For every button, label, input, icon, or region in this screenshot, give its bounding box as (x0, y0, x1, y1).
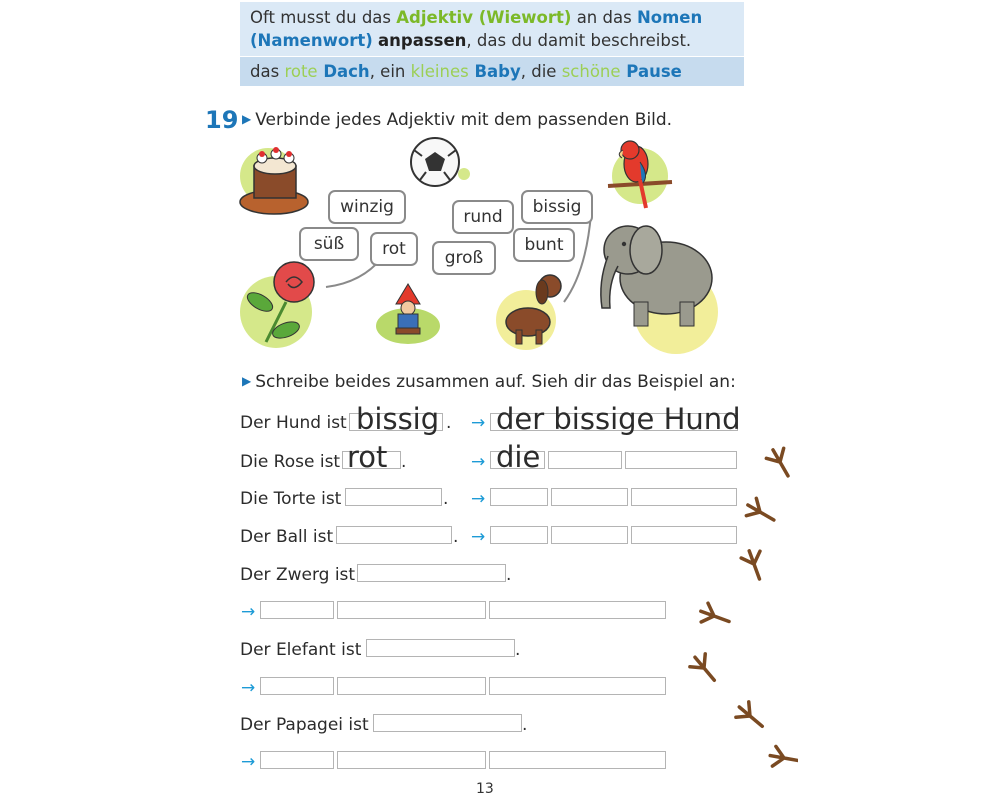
info-example-line (250, 62, 682, 81)
word-tag-rot[interactable]: rot (370, 232, 418, 266)
article-box-elefant[interactable] (260, 677, 334, 695)
answer-box-papagei[interactable] (373, 714, 522, 732)
bird-footprint-icon (768, 746, 798, 771)
period: . (443, 489, 449, 509)
word-tag-winzig[interactable]: winzig (328, 190, 406, 224)
period: . (453, 527, 459, 547)
triangle-bullet-icon: ▶ (242, 374, 252, 388)
row-label-elefant: Der Elefant ist (240, 640, 362, 660)
bird-footprint-icon (687, 651, 722, 687)
handwritten-phrase-hund: der bissige Hund (496, 402, 741, 436)
period: . (522, 715, 528, 735)
info-line-2 (250, 31, 691, 50)
adjective-box-elefant[interactable] (337, 677, 486, 695)
article-box-papagei[interactable] (260, 751, 334, 769)
handwritten-answer-rose: rot (347, 440, 388, 474)
info-line-1 (250, 8, 702, 27)
info-text: , die (520, 62, 562, 81)
noun-box-papagei[interactable] (489, 751, 666, 769)
task-number: 19 (205, 106, 239, 134)
info-text: an das (571, 8, 637, 27)
dog-icon (496, 275, 561, 350)
noun-box-elefant[interactable] (489, 677, 666, 695)
info-text: , das du damit beschreibst. (466, 31, 692, 50)
parrot-icon (608, 141, 672, 208)
adjective-box-papagei[interactable] (337, 751, 486, 769)
triangle-bullet-icon: ▶ (242, 112, 252, 126)
info-term-adjektiv: Adjektiv (Wiewort) (396, 8, 572, 27)
row-label-hund: Der Hund ist (240, 413, 347, 433)
info-text: , ein (369, 62, 411, 81)
bird-footprint-icon (764, 445, 796, 481)
answer-box-zwerg[interactable] (357, 564, 506, 582)
answer-box-elefant[interactable] (366, 639, 515, 657)
task-instruction-2 (242, 372, 736, 392)
info-term-anpassen: anpassen (378, 31, 467, 50)
article-box-zwerg[interactable] (260, 601, 334, 619)
dwarf-icon (376, 284, 440, 344)
period: . (401, 452, 407, 472)
bird-footprint-icon (697, 602, 732, 631)
row-label-ball: Der Ball ist (240, 527, 334, 547)
word-tag-gross[interactable]: groß (432, 241, 496, 275)
handwritten-answer-hund: bissig (356, 402, 440, 436)
article-box-ball[interactable] (490, 526, 548, 544)
elephant-icon (601, 226, 718, 354)
instruction-text: Verbinde jedes Adjektiv mit dem passenden Bild. (255, 110, 673, 130)
adjective-box-rose[interactable] (548, 451, 622, 469)
page-number: 13 (476, 781, 494, 797)
bird-footprint-icon (743, 496, 779, 528)
task-instruction-1 (242, 110, 672, 130)
bird-footprint-icon (740, 547, 769, 582)
answer-box-torte[interactable] (345, 488, 442, 506)
adjective-box-ball[interactable] (551, 526, 628, 544)
noun-box-zwerg[interactable] (489, 601, 666, 619)
word-tag-bunt[interactable]: bunt (513, 228, 575, 262)
example-noun: Pause (620, 62, 682, 81)
bird-footprints (680, 440, 798, 780)
example-adjective: rote (284, 62, 318, 81)
info-text: das (250, 62, 285, 81)
example-noun: Dach (317, 62, 370, 81)
word-tag-bissig[interactable]: bissig (521, 190, 593, 224)
arrow-icon: → (471, 413, 486, 433)
arrow-icon: → (471, 489, 486, 509)
info-term-nomen: Nomen (636, 8, 703, 27)
period: . (515, 640, 521, 660)
arrow-icon: → (471, 527, 486, 547)
info-box (240, 2, 744, 84)
info-text: Oft musst du das (250, 8, 397, 27)
word-tag-suess[interactable]: süß (299, 227, 359, 261)
arrow-icon: → (471, 452, 486, 472)
ball-icon (411, 138, 470, 186)
arrow-icon: → (241, 602, 256, 622)
adjective-box-torte[interactable] (551, 488, 628, 506)
period: . (446, 413, 452, 433)
example-adjective: kleines (410, 62, 469, 81)
adjective-box-zwerg[interactable] (337, 601, 486, 619)
row-label-rose: Die Rose ist (240, 452, 341, 472)
period: . (506, 565, 512, 585)
answer-box-ball[interactable] (336, 526, 452, 544)
row-label-zwerg: Der Zwerg ist (240, 565, 356, 585)
info-term-namenwort: (Namenwort) (250, 31, 373, 50)
rose-icon (240, 262, 314, 348)
arrow-icon: → (241, 752, 256, 772)
row-label-torte: Die Torte ist (240, 489, 342, 509)
example-adjective: schöne (561, 62, 621, 81)
example-noun: Baby (468, 62, 521, 81)
word-tag-rund[interactable]: rund (452, 200, 514, 234)
instruction-text: Schreibe beides zusammen auf. Sieh dir das Beispiel an: (255, 372, 736, 392)
row-label-papagei: Der Papagei ist (240, 715, 369, 735)
handwritten-article-rose: die (496, 440, 541, 474)
arrow-icon: → (241, 678, 256, 698)
cake-icon (240, 147, 308, 214)
bird-footprint-icon (733, 699, 769, 734)
article-box-torte[interactable] (490, 488, 548, 506)
